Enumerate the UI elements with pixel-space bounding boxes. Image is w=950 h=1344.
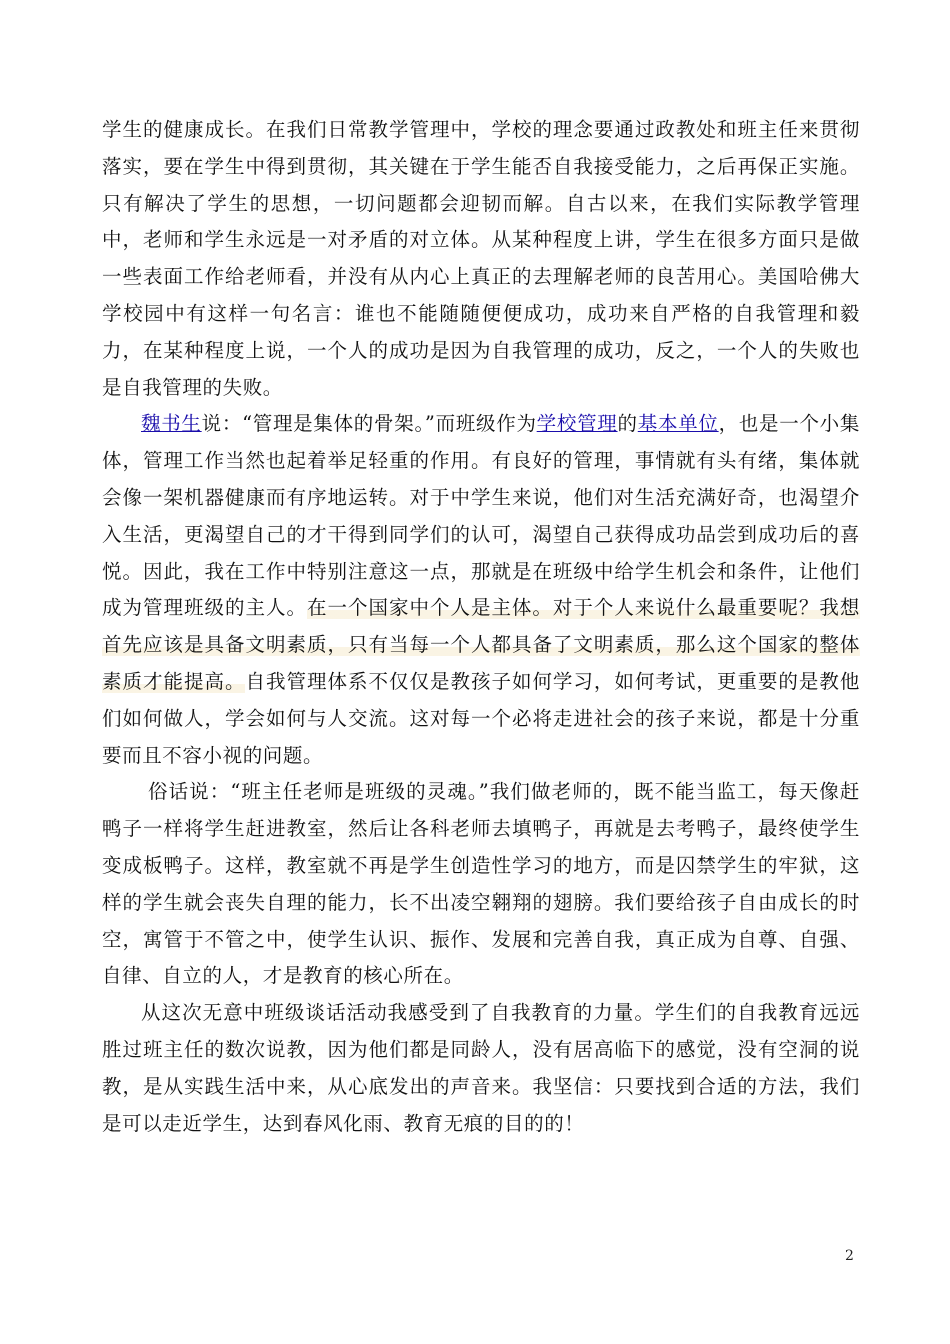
paragraph-4: 从这次无意中班级谈话活动我感受到了自我教育的力量。学生们的自我教育远远胜过班主任的数次说教，因为他们都是同龄人，没有居高临下的感觉，没有空洞的说教，是从实践生活中来，从心底发出的声音来。我坚信：只要找到合适的方法，我们是可以走近学生，达到春风化雨、教育无痕的目的的！ (102, 1001, 860, 1135)
paragraph-3: 俗话说：“班主任老师是班级的灵魂。”我们做老师的，既不能当监工，每天像赶鸭子一样将学生赶进教室，然后让各科老师去填鸭子，再就是去考鸭子，最终使学生变成板鸭子。这样，教室就不再是学生创造性学习的地方，而是囚禁学生的牢狱，这样的学生就会丧失自理的能力，长不出凌空翱翔的翅膀。我们要给孩子自由成长的时空，寓管于不管之中，使学生认识、振作、发展和完善自我，真正成为自尊、自强、自律、自立的人，才是教育的核心所在。 (102, 780, 860, 988)
document-body (102, 112, 860, 1142)
paragraph-2-segment-1: 说：“管理是集体的骨架。”而班级作为 (201, 412, 537, 436)
paragraph-2-segment-4: 自我管理体系不仅仅是教孩子如何学习，如何考试，更重要的是教他们如何做人，学会如何与人交流。这对每一个必将走进社会的孩子来说，都是十分重要而且不容小视的问题。 (102, 669, 860, 767)
link-school-management[interactable]: 学校管理 (536, 412, 618, 436)
paragraph-2-segment-2: 的 (617, 412, 638, 436)
link-basic-unit[interactable]: 基本单位 (637, 412, 719, 436)
page-number: 2 (845, 1248, 854, 1264)
link-wei-shusheng[interactable]: 魏书生 (141, 412, 202, 436)
paragraph-1: 学生的健康成长。在我们日常教学管理中，学校的理念要通过政教处和班主任来贯彻落实，要在学生中得到贯彻，其关键在于学生能否自我接受能力，之后再保正实施。只有解决了学生的思想，一切问题都会迎韧而解。自古以来，在我们实际教学管理中，老师和学生永远是一对矛盾的对立体。从某种程度上讲，学生在很多方面只是做一些表面工作给老师看，并没有从内心上真正的去理解老师的良苦用心。美国哈佛大学校园中有这样一句名言：谁也不能随随便便成功，成功来自严格的自我管理和毅力，在某种程度上说，一个人的成功是因为自我管理的成功，反之，一个人的失败也是自我管理的失败。 (102, 118, 860, 399)
highlighted-passage: 在一个国家中个人是主体。对于个人来说什么最重要呢？我想首先应该是具备文明素质，只有当每一个人都具备了文明素质，那么这个国家的整体素质才能提高。 (102, 596, 860, 693)
paragraph-2-segment-3: ，也是一个小集体，管理工作当然也起着举足轻重的作用。有良好的管理，事情就有头有绪，集体就会像一架机器健康而有序地运转。对于中学生来说，他们对生活充满好奇，也渴望介入生活，更渴望自己的才干得到同学们的认可，渴望自己获得成功品尝到成功后的喜悦。因此，我在工作中特别注意这一点，那就是在班级中给学生机会和条件，让他们成为管理班级的主人。 (102, 412, 860, 620)
paragraph-2 (102, 406, 860, 774)
